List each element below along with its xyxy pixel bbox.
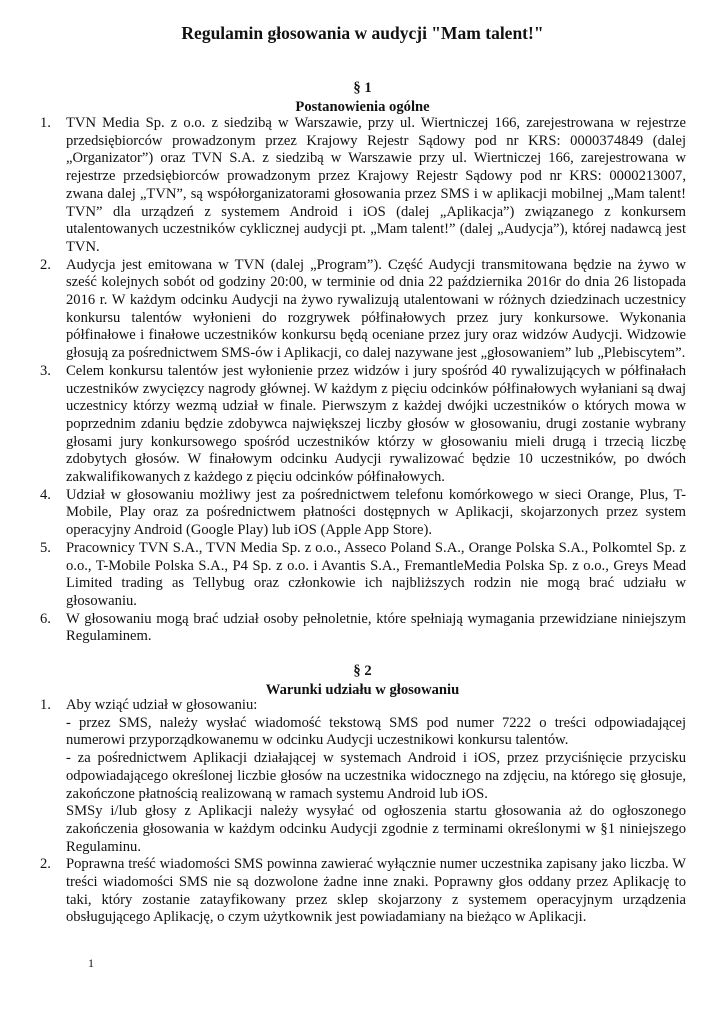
item-intro: Aby wziąć udział w głosowaniu: xyxy=(66,697,258,713)
section-2-header xyxy=(0,663,725,699)
section-1-item xyxy=(40,115,686,257)
document-title: Regulamin głosowania w audycji "Mam talent!" xyxy=(181,23,544,43)
item-number: 6. xyxy=(40,610,51,627)
section-1-header xyxy=(0,80,725,116)
item-text: Celem konkursu talentów jest wyłonienie przez widzów i jury spośród 40 rywalizujących w półfinałach uczestników zwycięzcy nagrody głównej. W każdym z pięciu odcinków półfinałowych wyłaniani są dwaj uczestnicy którzy wezmą udział w finale. Pierwszym z każdej dwójki uczestników o których mowa w poprzednim zdaniu będzie zdobywca największej liczby głosów w głosowaniu, drugi zostanie wybrany głosami jury konkursowego spośród uczestników którzy w głosowaniu mieli drugą i trzecią liczbę zdobytych głosów. W finałowym odcinku Audycji rywalizować będzie 10 uczestników, po dwóch zakwalifikowanych z każdego z pięciu odcinków półfinałowych. xyxy=(66,362,686,486)
section-1-heading: Postanowienia ogólne xyxy=(295,98,430,115)
item-closing: SMSy i/lub głosy z Aplikacji należy wysyłać od ogłoszenia startu głosowania aż do ogłoszonego zakończenia głosowania w każdym odcinku Audycji zgodnie z terminami określonymi w §1 niniejszego Regulaminu. xyxy=(66,803,686,855)
bullet-app-voting: - za pośrednictwem Aplikacji działającej w systemach Android i iOS, przez przyciśnięcie przycisku odpowiadającego określonej liczbie głosów na uczestnika widocznego na zdjęciu, na którego się głosuje, zakończone płatnością realizowaną w ramach systemu Android lub iOS. xyxy=(66,750,686,802)
item-text: Pracownicy TVN S.A., TVN Media Sp. z o.o., Asseco Poland S.A., Orange Polska S.A., Polkomtel Sp. z o.o., T-Mobile Polska S.A., P4 Sp. z o.o. i Avantis S.A., FremantleMedia Polska Sp. z o.o., Greys Mead Limited trading as Tellybug oraz członkowie ich najbliższych rodzin nie mogą brać udziału w głosowaniu. xyxy=(66,539,686,609)
section-2-list xyxy=(40,697,686,927)
section-1-number: § 1 xyxy=(353,80,372,96)
section-1-list xyxy=(40,115,686,646)
item-number: 2. xyxy=(40,856,51,873)
item-number: 1. xyxy=(40,115,51,131)
item-number: 4. xyxy=(40,486,51,503)
item-number: 5. xyxy=(40,539,51,556)
item-text: TVN Media Sp. z o.o. z siedzibą w Warszawie, przy ul. Wiertniczej 166, zarejestrowana w rejestrze przedsiębiorców prowadzonym przez Krajowy Rejestr Sądowy pod nr KRS: 0000374849 (dalej „Organizator”) oraz TVN S.A. z siedzibą w Warszawie przy ul. Wiertniczej 166, zarejestrowana w rejestrze przedsiębiorców prowadzonym przez Krajowy Rejestr Sądowy pod nr KRS: 0000213007, zwana dalej „TVN”, są współorganizatorami głosowania przez SMS i w aplikacji mobilnej „Mam talent! TVN” dla urządzeń z systemem Android i iOS (dalej „Aplikacja”) związanego z konkursem utalentowanych uczestników cyklicznej audycji pt. „Mam talent!” (dalej „Audycja”), której nadawcą jest TVN. xyxy=(66,115,686,255)
section-1-item xyxy=(40,487,686,540)
item-text: Udział w głosowaniu możliwy jest za pośrednictwem telefonu komórkowego w sieci Orange, Plus, T-Mobile, Play oraz za pośrednictwem płatności dostępnych w Aplikacji, skojarzonych przez system operacyjny Android (Google Play) lub iOS (Apple App Store). xyxy=(66,486,686,539)
item-number: 2. xyxy=(40,256,51,273)
section-1-item xyxy=(40,257,686,363)
section-2-heading: Warunki udziału w głosowaniu xyxy=(265,681,460,698)
section-1-item xyxy=(40,540,686,611)
item-text: Poprawna treść wiadomości SMS powinna zawierać wyłącznie numer uczestnika zapisany jako liczba. W treści wiadomości SMS nie są dozwolone żadne inne znaki. Poprawny głos oddany przez Aplikację to taki, który zostanie zatayfikowany przez sklep skojarzony z systemem operacyjnym urządzenia obsługującego Aplikację, o czym użytkownik jest powiadamiany na bieżąco w Aplikacji. xyxy=(66,856,686,926)
item-number: 1. xyxy=(40,697,51,713)
section-2-item xyxy=(40,856,686,927)
page-number: 1 xyxy=(88,956,94,970)
section-2-number: § 2 xyxy=(353,663,372,679)
section-1-item xyxy=(40,363,686,487)
section-1-item xyxy=(40,611,686,646)
item-text: Audycja jest emitowana w TVN (dalej „Program”). Część Audycji transmitowana będzie na żywo w sześć kolejnych sobót od godziny 20:00, w terminie od dnia 22 października 2016r do dnia 26 listopada 2016 r. W każdym odcinku Audycji na żywo rywalizują utalentowani w różnych dziedzinach uczestnicy konkursu talentów wyłonieni do rozgrywek półfinałowych przez jury konkursowe. Wykonania półfinałowe i finałowe uczestników konkursu będą oceniane przez jury oraz widzów Audycji. Widzowie głosują za pośrednictwem SMS-ów i Aplikacji, co dalej nazywane jest „głosowaniem” lub „Plebiscytem”. xyxy=(66,256,686,362)
bullet-sms-voting: - przez SMS, należy wysłać wiadomość tekstową SMS pod numer 7222 o treści odpowiadającej numerowi przyporządkowanemu w odcinku Audycji uczestnikowi konkursu talentów. xyxy=(66,714,686,749)
item-number: 3. xyxy=(40,362,51,379)
section-2-item xyxy=(40,697,686,856)
item-text: W głosowaniu mogą brać udział osoby pełnoletnie, które spełniają wymagania przewidziane niniejszym Regulaminem. xyxy=(66,610,686,645)
